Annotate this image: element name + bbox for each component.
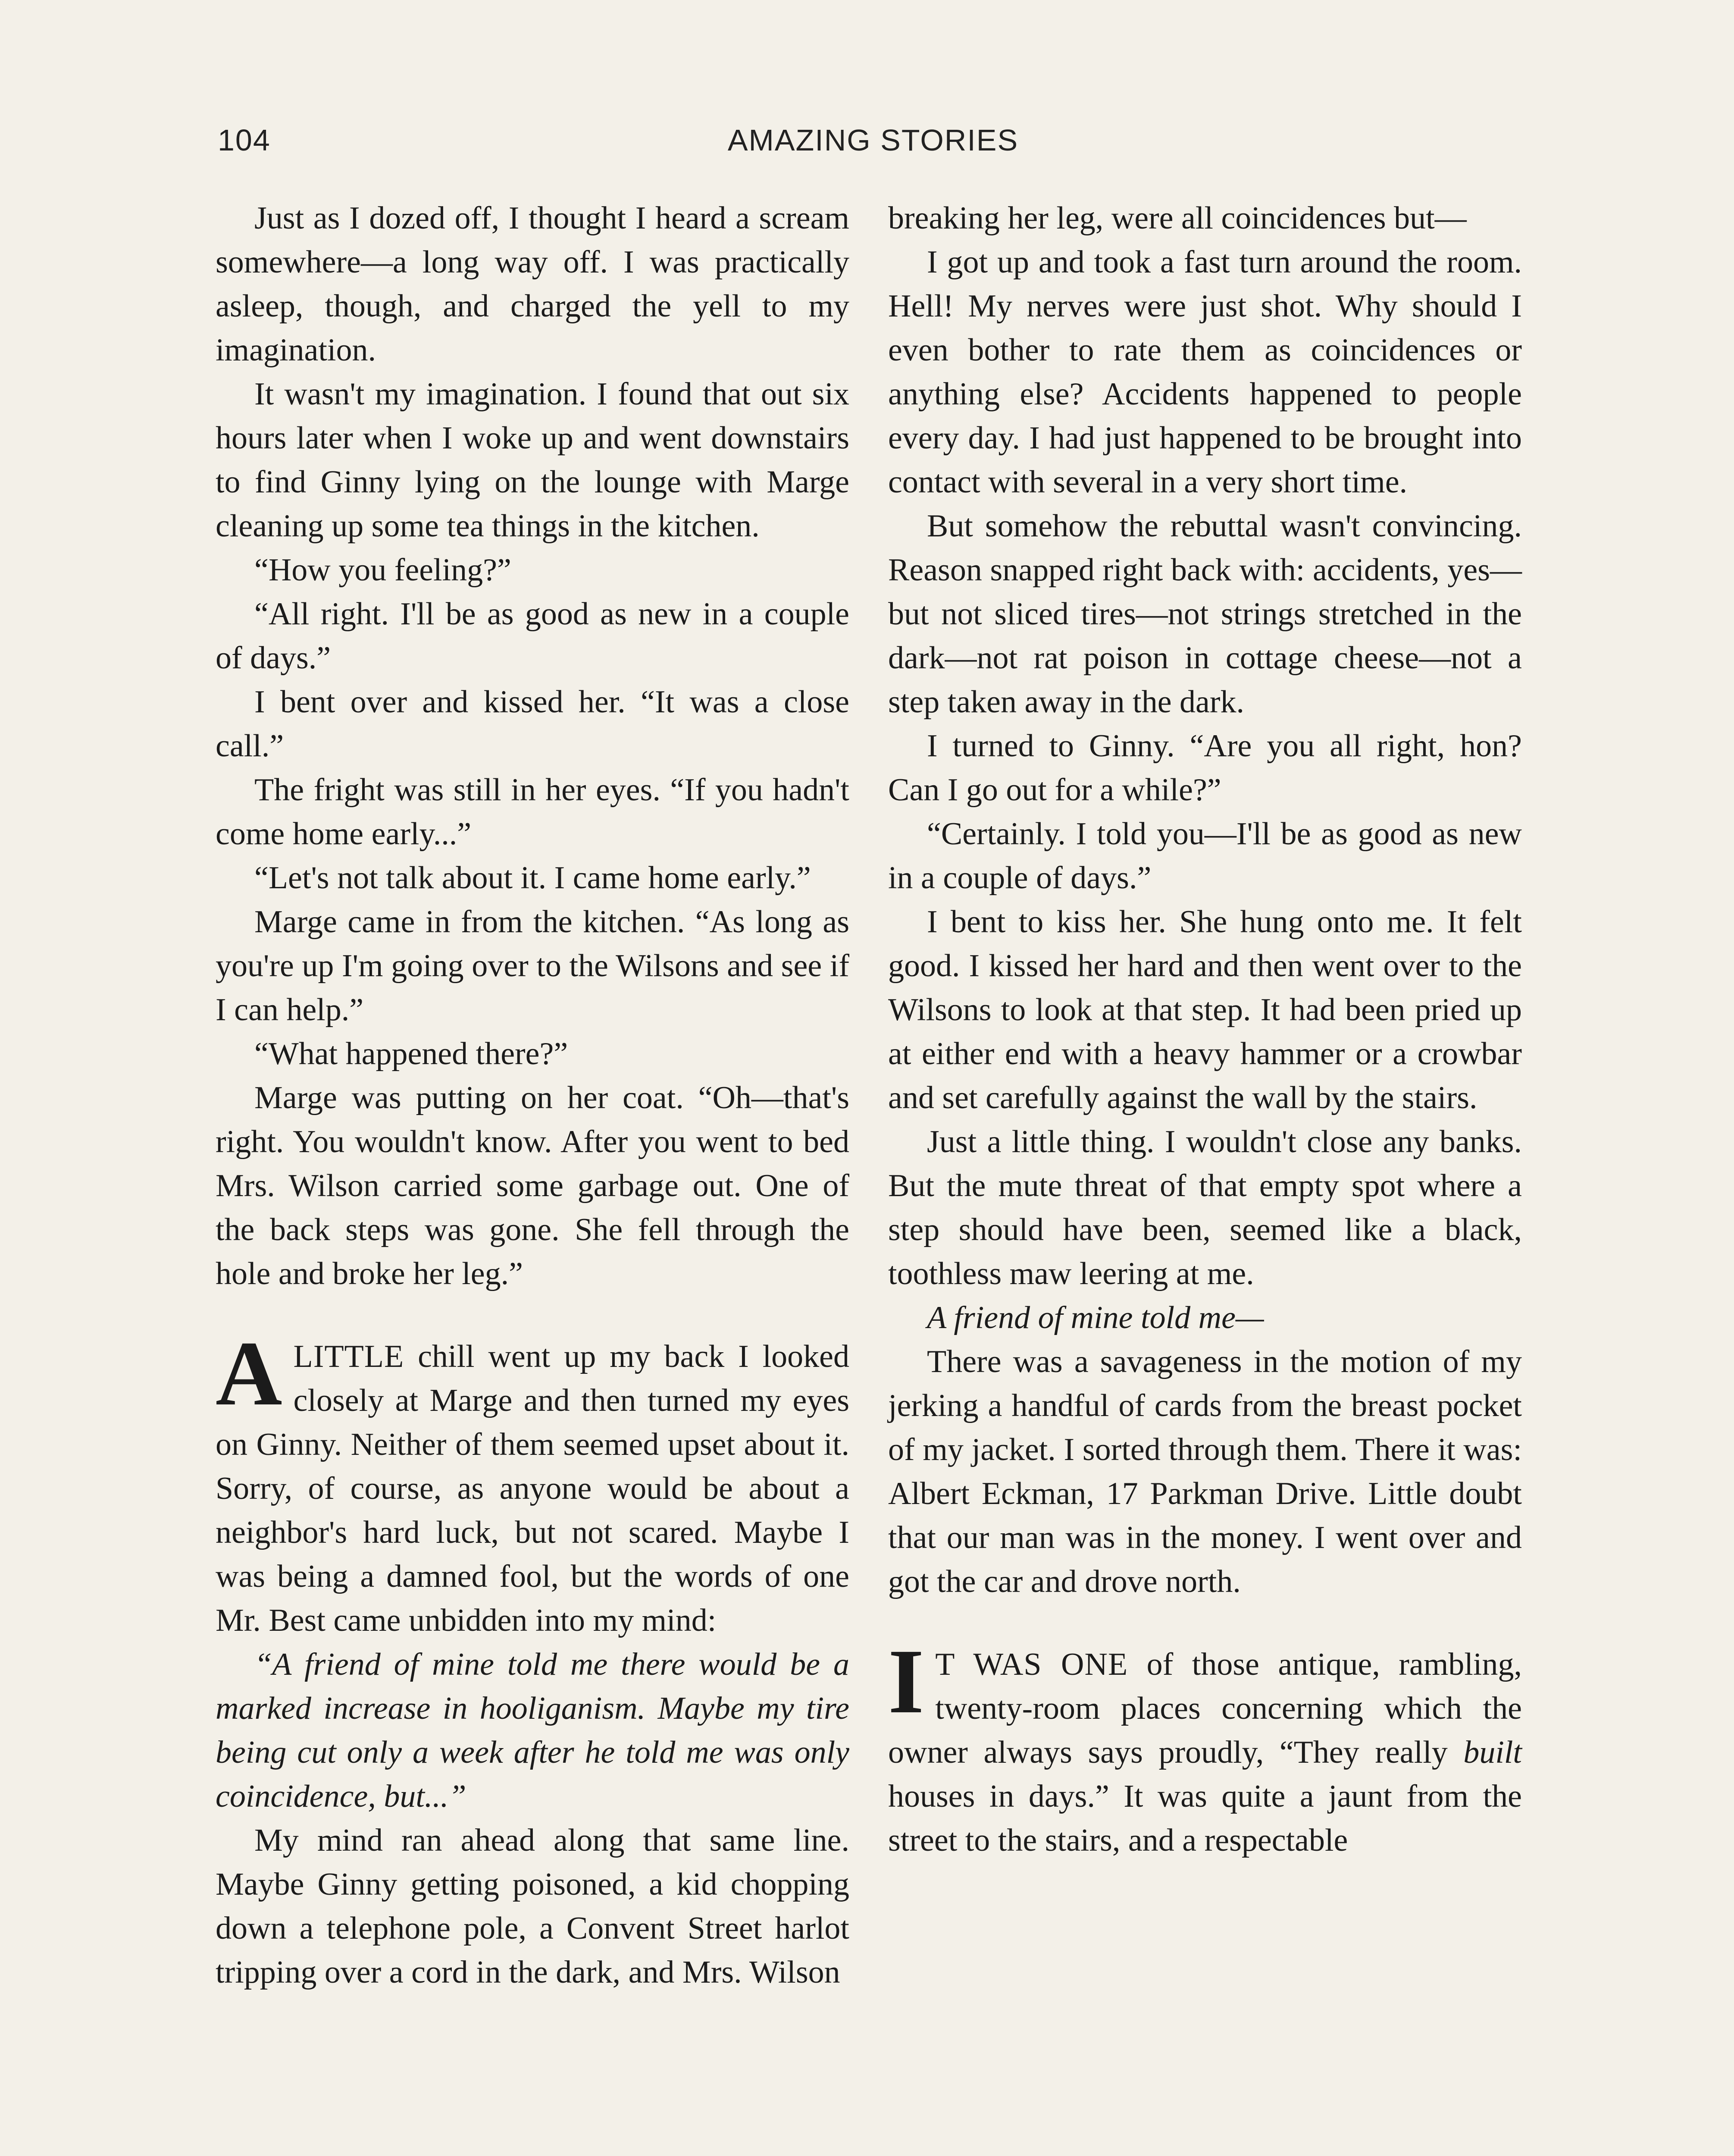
paragraph: I bent to kiss her. She hung onto me. It felt good. I kissed her hard and then went over to the Wilsons to look at that step. It had been pried up at either end with a heavy hammer or a crowbar and set carefully against the wall by the stairs.: [888, 904, 1522, 1116]
italic-quote: “A friend of mine told me there would be a marked increase in hooliganism. Maybe my tire being cut only a week after he told me was only coincidence, but...”: [216, 1647, 849, 1814]
italic-line: A friend of mine told me—: [927, 1300, 1264, 1335]
paragraph: There was a savageness in the motion of my jerking a handful of cards from the breast pocket of my jacket. I sorted through them. There it was: Albert Eckman, 17 Parkman Drive. Little doubt that our man was in the money. I went over and got the car and drove north.: [888, 1344, 1522, 1599]
paragraph: It wasn't my imagination. I found that out six hours later when I woke up and went downstairs to find Ginny lying on the lounge with Marge cleaning up some tea things in the kitchen.: [216, 376, 849, 544]
paragraph: I got up and took a fast turn around the room. Hell! My nerves were just shot. Why should I even bother to rate them as coincidences or anything else? Accidents happened to people every day. I had just happened to be brought into contact with several in a very short time.: [888, 244, 1522, 500]
page-header: [218, 119, 1528, 166]
paragraph: “How you feeling?”: [254, 552, 511, 588]
paragraph: “All right. I'll be as good as new in a couple of days.”: [216, 596, 849, 676]
paragraph: My mind ran ahead along that same line. Maybe Ginny getting poisoned, a kid chopping down a telephone pole, a Convent Street harlot tripping over a cord in the dark, and Mrs. Wilson: [216, 1823, 849, 1990]
paragraph: Just as I dozed off, I thought I heard a scream somewhere—a long way off. I was practically asleep, though, and charged the yell to my imagination.: [216, 201, 849, 368]
paragraph: Marge came in from the kitchen. “As long as you're up I'm going over to the Wilsons and see if I can help.”: [216, 904, 849, 1028]
running-head: AMAZING STORIES: [727, 123, 1019, 157]
paragraph: Marge was putting on her coat. “Oh—that's right. You wouldn't know. After you went to bed Mrs. Wilson carried some garbage out. One of the back steps was gone. She fell through the hole and broke her leg.”: [216, 1080, 849, 1291]
paragraph: “Certainly. I told you—I'll be as good as new in a couple of days.”: [888, 816, 1522, 896]
paragraph: Just a little thing. I wouldn't close any banks. But the mute threat of that empty spot where a step should have been, seemed like a black, toothless maw leering at me.: [888, 1124, 1522, 1291]
lead-in: T WAS ONE: [935, 1647, 1128, 1682]
right-column: [888, 196, 1522, 2156]
paragraph: “What happened there?”: [254, 1036, 568, 1072]
left-column: [216, 196, 849, 2156]
paragraph-text: houses in days.” It was quite a jaunt from the street to the stairs, and a respectable: [888, 1779, 1522, 1858]
page-number: 104: [218, 123, 271, 157]
paragraph-text: of those antique, rambling, twenty-room places concerning which the owner always says proudly, “They really: [888, 1647, 1522, 1770]
paragraph: “Let's not talk about it. I came home early.”: [254, 860, 811, 896]
section-start-paragraph: [216, 1322, 849, 1642]
emphasis: built: [1463, 1735, 1522, 1770]
paragraph-text: chill went up my back I looked closely at Marge and then turned my eyes on Ginny. Neither of them seemed upset about it. Sorry, of course, as anyone would be about a neighbor's hard luck, but not scared. Maybe I was being a damned fool, but the words of one Mr. Best came unbidden into my mind:: [216, 1339, 849, 1638]
lead-in: LITTLE: [293, 1339, 404, 1374]
drop-cap: A: [216, 1322, 282, 1425]
section-start-paragraph: [888, 1630, 1522, 1862]
paragraph-continued: breaking her leg, were all coincidences but—: [888, 201, 1467, 236]
paragraph: I turned to Ginny. “Are you all right, hon? Can I go out for a while?”: [888, 728, 1522, 808]
paragraph: I bent over and kissed her. “It was a close call.”: [216, 684, 849, 764]
paragraph: The fright was still in her eyes. “If you hadn't come home early...”: [216, 772, 849, 852]
paragraph: But somehow the rebuttal wasn't convincing. Reason snapped right back with: accidents, yes—but not sliced tires—not strings stretched in the dark—not rat poison in cottage cheese—not a step taken away in the dark.: [888, 508, 1522, 720]
drop-cap: I: [888, 1630, 924, 1733]
